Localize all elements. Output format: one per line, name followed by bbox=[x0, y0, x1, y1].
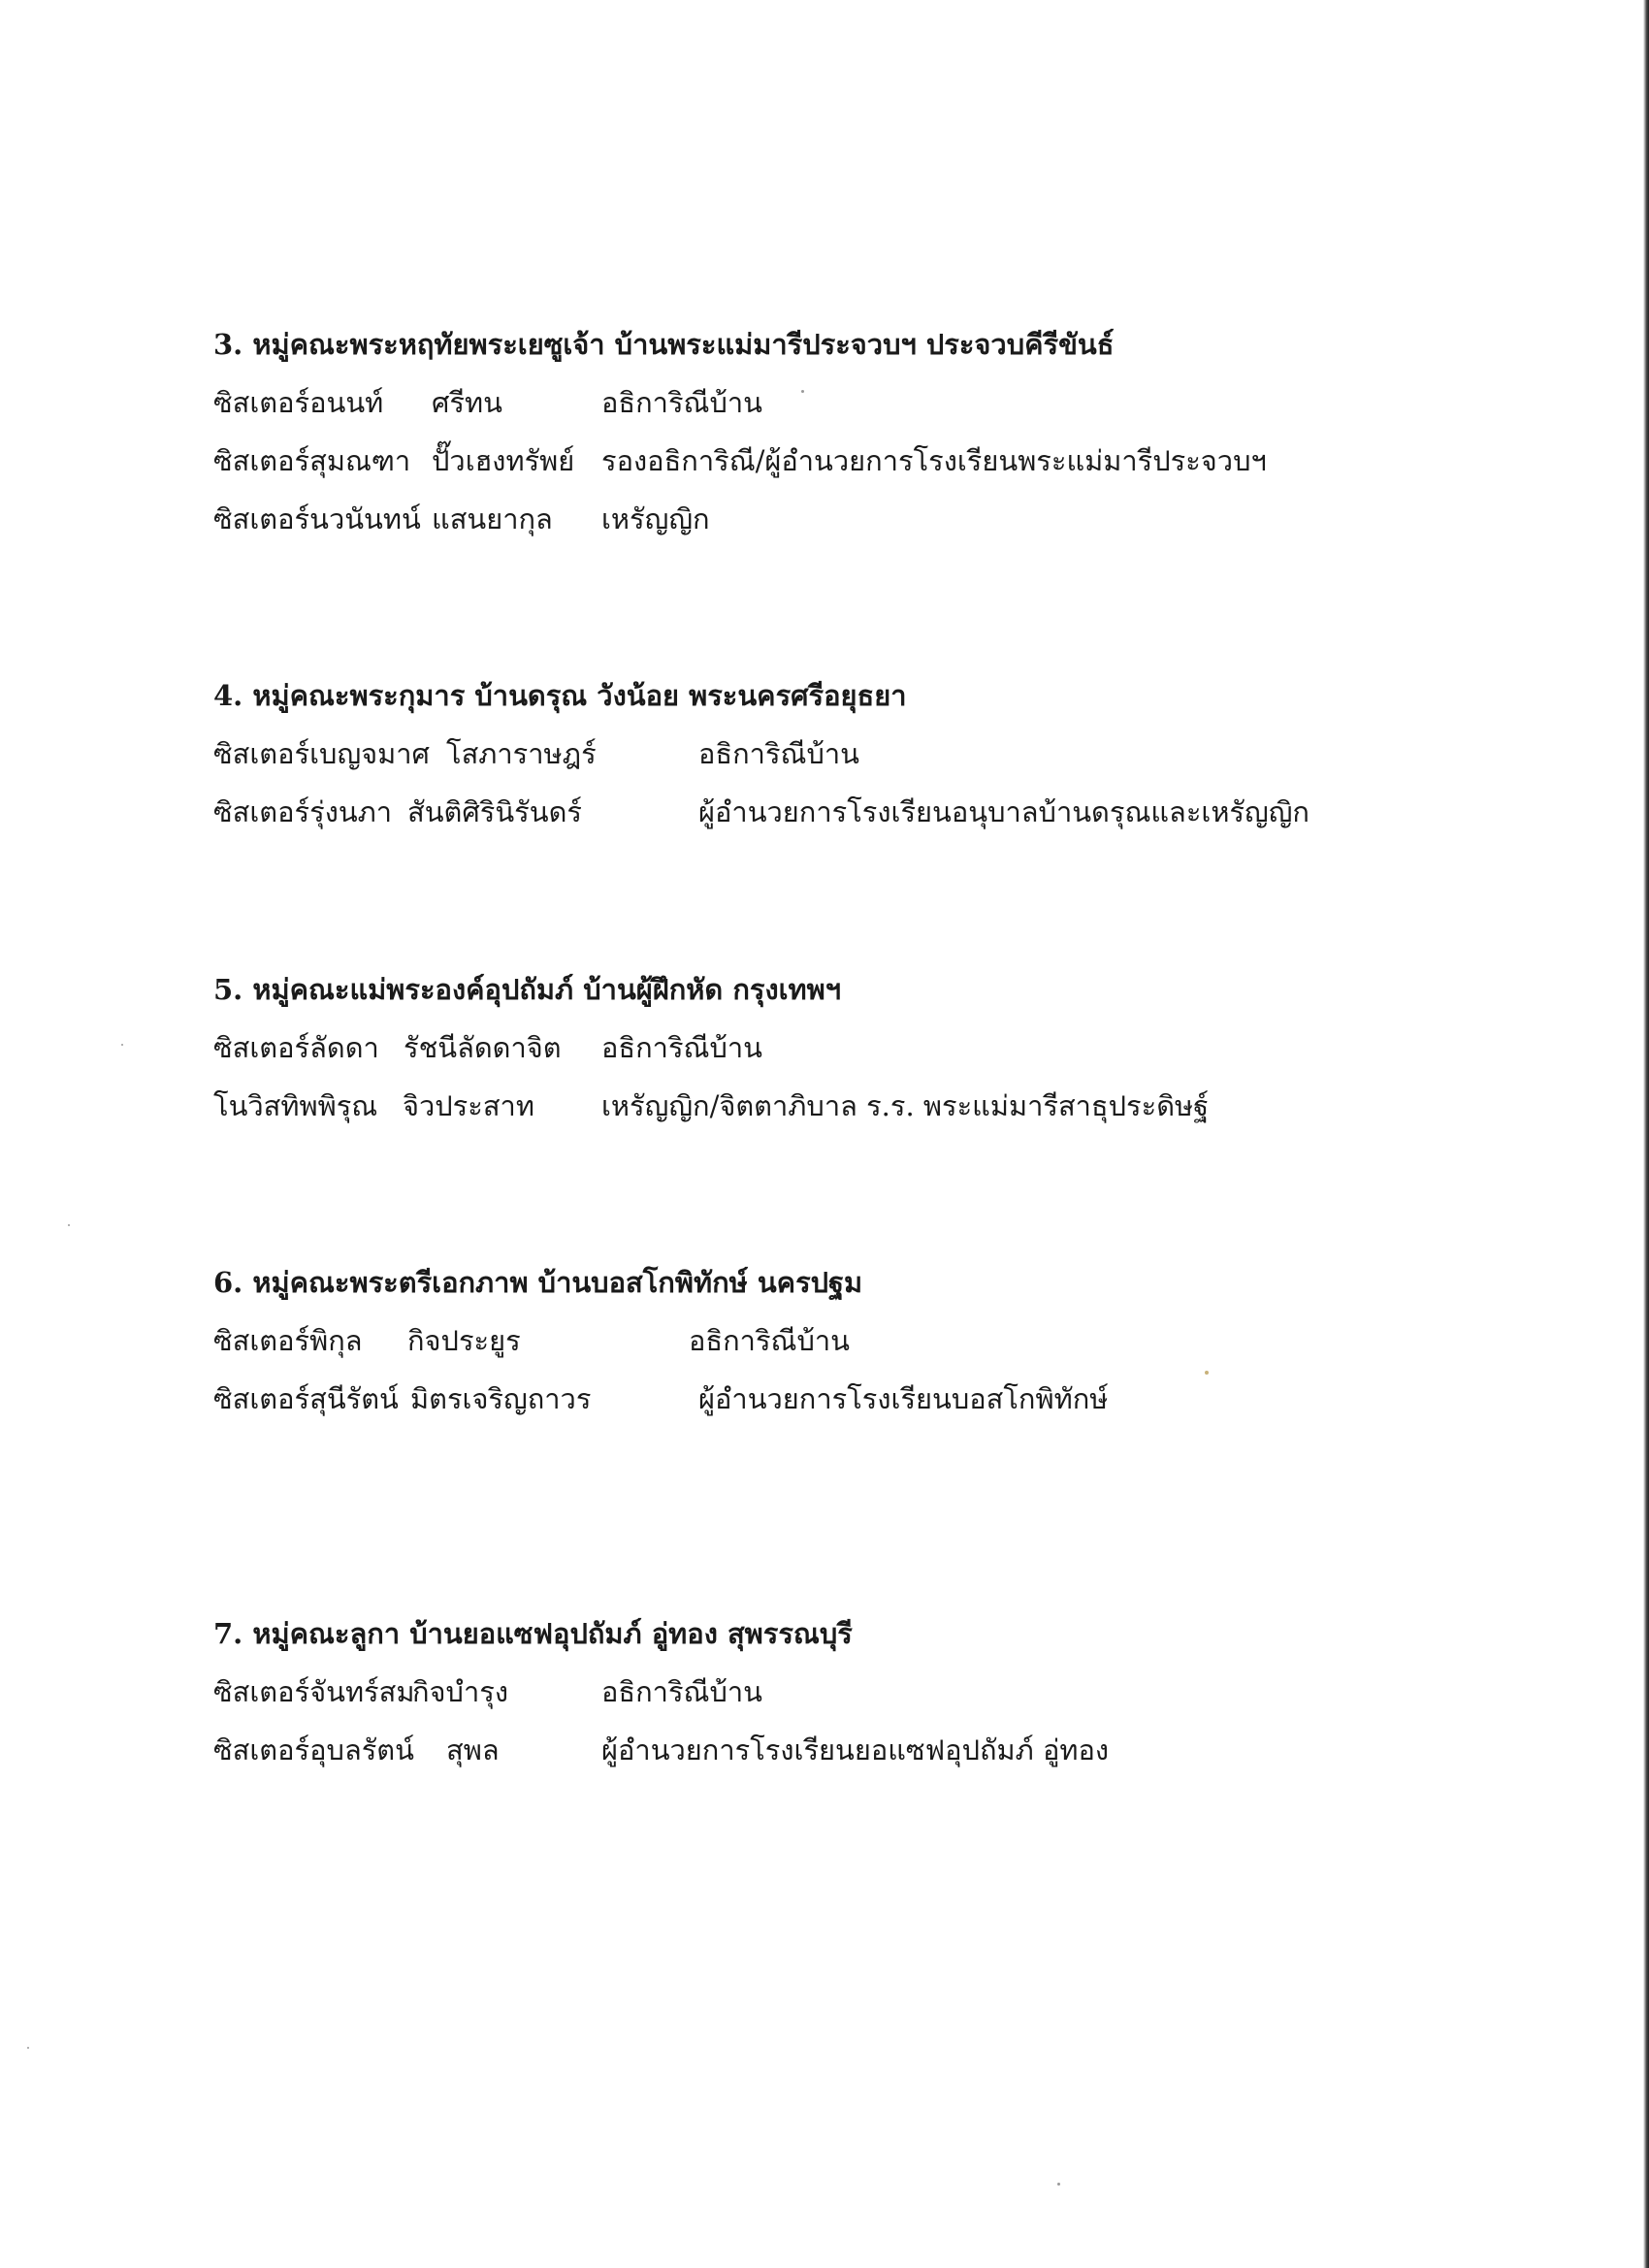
member-row bbox=[213, 1731, 1474, 1769]
member-surname: กิจบำรุง bbox=[412, 1675, 508, 1708]
section-heading: 7. หมู่คณะลูกา บ้านยอแซฟอุปถัมภ์ อู่ทอง สุพรรณบุรี bbox=[213, 1617, 853, 1650]
member-name: ซิสเตอร์จันทร์สม bbox=[213, 1675, 415, 1708]
section-heading: 5. หมู่คณะแม่พระองค์อุปถัมภ์ บ้านผู้ฝึกหัด กรุงเทพฯ bbox=[213, 973, 842, 1006]
member-role: ผู้อำนวยการโรงเรียนบอสโกพิทักษ์ bbox=[698, 1382, 1109, 1415]
member-surname: แสนยากุล bbox=[432, 502, 553, 535]
member-name: ซิสเตอร์สุนีรัตน์ bbox=[213, 1382, 399, 1415]
member-role: ผู้อำนวยการโรงเรียนยอแซฟอุปถัมภ์ อู่ทอง bbox=[601, 1733, 1110, 1766]
member-role: อธิการิณีบ้าน bbox=[601, 1675, 762, 1708]
member-name: ซิสเตอร์รุ่งนภา bbox=[213, 795, 393, 828]
member-role: อธิการิณีบ้าน bbox=[601, 1031, 762, 1064]
member-row bbox=[213, 500, 1474, 538]
member-row bbox=[213, 1672, 1474, 1711]
section-community-5 bbox=[213, 970, 1474, 1145]
member-row bbox=[213, 1086, 1474, 1125]
member-row bbox=[213, 1379, 1474, 1418]
scan-speck bbox=[1205, 1371, 1209, 1375]
scan-speck bbox=[1057, 2183, 1060, 2186]
member-role: ผู้อำนวยการโรงเรียนอนุบาลบ้านดรุณและเหรัญญิก bbox=[698, 795, 1310, 828]
member-name: ซิสเตอร์เบญจมาศ bbox=[213, 737, 430, 770]
member-name: ซิสเตอร์ลัดดา bbox=[213, 1031, 379, 1064]
member-name: ซิสเตอร์นวนันทน์ bbox=[213, 502, 421, 535]
member-surname: ศรีทน bbox=[432, 386, 502, 419]
member-row bbox=[213, 1028, 1474, 1067]
section-heading: 3. หมู่คณะพระหฤทัยพระเยซูเจ้า บ้านพระแม่มารีประจวบฯ ประจวบคีรีขันธ์ bbox=[213, 328, 1115, 361]
scan-edge bbox=[1643, 0, 1649, 2268]
member-role: อธิการิณีบ้าน bbox=[689, 1324, 850, 1357]
member-name: ซิสเตอร์อนนท์ bbox=[213, 386, 384, 419]
member-row bbox=[213, 734, 1474, 773]
member-surname: โสภาราษฎร์ bbox=[446, 737, 597, 770]
member-surname: สันติศิรินิรันดร์ bbox=[407, 795, 582, 828]
member-row bbox=[213, 441, 1474, 480]
member-name: ซิสเตอร์อุบลรัตน์ bbox=[213, 1733, 414, 1766]
section-community-4 bbox=[213, 676, 1474, 851]
section-community-6 bbox=[213, 1263, 1474, 1438]
member-role: รองอธิการิณี/ผู้อำนวยการโรงเรียนพระแม่มารีประจวบฯ bbox=[601, 444, 1267, 477]
section-community-3 bbox=[213, 325, 1474, 558]
scan-speck bbox=[27, 2047, 29, 2049]
member-role: เหรัญญิก/จิตตาภิบาล ร.ร. พระแม่มารีสาธุประดิษฐ์ bbox=[601, 1089, 1210, 1122]
member-row bbox=[213, 793, 1474, 831]
member-surname: สุพล bbox=[446, 1733, 500, 1766]
section-community-7 bbox=[213, 1614, 1474, 1789]
member-row bbox=[213, 1321, 1474, 1360]
scan-speck bbox=[801, 390, 804, 393]
member-role: อธิการิณีบ้าน bbox=[698, 737, 859, 770]
member-name: โนวิสทิพพิรุณ bbox=[213, 1089, 378, 1122]
member-surname: กิจประยูร bbox=[407, 1324, 521, 1357]
member-row bbox=[213, 383, 1474, 422]
member-role: อธิการิณีบ้าน bbox=[601, 386, 762, 419]
section-heading: 6. หมู่คณะพระตรีเอกภาพ บ้านบอสโกพิทักษ์ นครปฐม bbox=[213, 1266, 863, 1299]
scan-speck bbox=[121, 1044, 123, 1046]
scan-speck bbox=[68, 1224, 70, 1226]
member-surname: จิวประสาท bbox=[403, 1089, 534, 1122]
member-surname: มิตรเจริญถาวร bbox=[410, 1382, 592, 1415]
member-name: ซิสเตอร์พิกุล bbox=[213, 1324, 363, 1357]
member-name: ซิสเตอร์สุมณฑา bbox=[213, 444, 411, 477]
member-surname: ปั๊วเฮงทรัพย์ bbox=[432, 444, 575, 477]
member-surname: รัชนีลัดดาจิต bbox=[404, 1031, 562, 1064]
section-heading: 4. หมู่คณะพระกุมาร บ้านดรุณ วังน้อย พระนครศรีอยุธยา bbox=[213, 679, 907, 712]
member-role: เหรัญญิก bbox=[601, 502, 710, 535]
